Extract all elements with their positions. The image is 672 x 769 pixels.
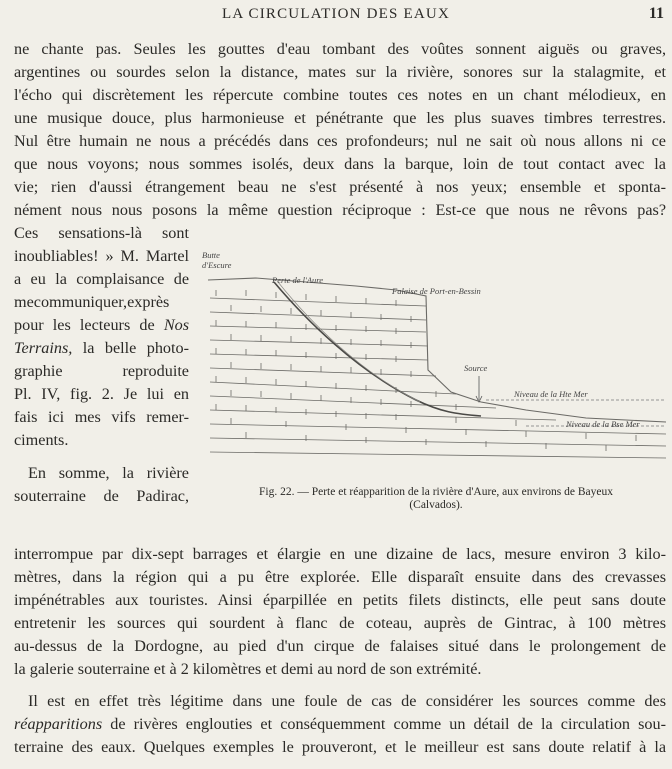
page-number: 11	[648, 5, 664, 22]
text-line: Nul être humain ne nous a précédés dans ces profondeurs; nul ne sait où nous allons ni ce	[14, 132, 666, 150]
text-segment: de rivères englouties et conséquemment comme un détail de la circulation sou-	[102, 715, 666, 733]
emphasis: réapparitions	[14, 715, 103, 733]
text-line: mètres, dans la région qui a pu être explorée. Elle disparaît ensuite dans des crevasses	[14, 568, 666, 586]
label-perte: Perte de l'Aure	[272, 275, 324, 285]
text-line: entretenir les sources qui sourdent à flanc de coteau, auprès de Gintrac, à 100 mètres	[14, 614, 666, 632]
figure-caption	[206, 486, 666, 512]
text-line: impénétrables aux touristes. Ainsi éparpillée en petits filets distincts, elle peut sans doute	[14, 591, 666, 609]
text-line: une musique douce, plus harmonieuse et pénétrante que les plus suaves timbres terrestres.	[14, 109, 666, 127]
label-falaise: Falaise de Port-en-Bessin	[392, 286, 481, 296]
text-line: souterraine de Padirac,	[14, 487, 189, 505]
text-line: inoubliables! » M. Martel	[14, 247, 189, 265]
text-line: Il est en effet très légitime dans une foule de cas de considérer les sources comme des	[28, 692, 666, 710]
text-line	[14, 314, 189, 336]
journal-title: Nos	[163, 316, 190, 334]
text-line: argentines ou sourdes selon la distance, mates sur la rivière, sonores sur la stalagmite, et	[14, 63, 666, 81]
label-basse-mer: Niveau de la Bse Mer	[566, 419, 640, 429]
label-butte: Butte	[202, 250, 220, 260]
text-line: interrompue par dix-sept barrages et élargie en une dizaine de lacs, mesure environ 3 kilo-	[14, 545, 666, 563]
caption-line: Fig. 22. — Perte et réapparition de la rivière d'Aure, aux environs de Bayeux	[259, 486, 613, 498]
text-line: graphie reproduite	[14, 362, 189, 380]
text-line: au-dessus de la Dordogne, au pied d'un cirque de falaises situé dans le prolongement de	[14, 637, 666, 655]
caption-line: (Calvados).	[409, 499, 463, 511]
text-line: l'écho qui discrètement les répercute combine toutes ces notes en un chant mélodieux, en	[14, 86, 666, 104]
text-line: mecommuniquer,exprès	[14, 293, 170, 311]
text-line: a eu la complaisance de	[14, 270, 189, 288]
text-line: ne chante pas. Seules les gouttes d'eau tombant des voûtes sonnent aiguës ou graves,	[14, 40, 666, 58]
label-butte-2: d'Escure	[202, 260, 232, 270]
text-line	[14, 337, 189, 359]
text-line: ciments.	[14, 431, 69, 449]
label-source: Source	[464, 363, 488, 373]
text-line: Pl. IV, fig. 2. Je lui en	[14, 385, 189, 403]
text-segment: la belle photo-	[82, 339, 190, 357]
figure-22	[196, 250, 666, 480]
page-header	[0, 4, 672, 26]
text-line: nément nous nous posons la même question réciproque : Est-ce que nous ne rêvons pas?	[14, 201, 666, 219]
text-line: que nous voyons; nous sommes isolés, deux dans la barque, loin de tout contact avec la	[14, 155, 666, 173]
text-line: En somme, la rivière	[28, 464, 189, 482]
geological-cross-section	[196, 250, 666, 480]
text-line: terraine des eaux. Quelques exemples le prouveront, et le meilleur est sans doute relatif à la	[14, 738, 666, 756]
journal-title-cont: Terrains,	[14, 339, 73, 357]
text-segment: pour les lecteurs de	[14, 316, 155, 334]
text-line: Ces sensations-là sont	[14, 224, 189, 242]
running-title: LA CIRCULATION DES EAUX	[221, 6, 450, 22]
text-line: vie; rien d'aussi étrangement beau ne s'est présenté à nos yeux; ensemble et sponta-	[14, 178, 666, 196]
text-line: la galerie souterraine et à 2 kilomètres et demi au nord de son extrémité.	[14, 660, 482, 678]
text-line	[14, 713, 666, 735]
text-line: fais ici mes vifs remer-	[14, 408, 189, 426]
label-haute-mer: Niveau de la Hte Mer	[514, 389, 588, 399]
